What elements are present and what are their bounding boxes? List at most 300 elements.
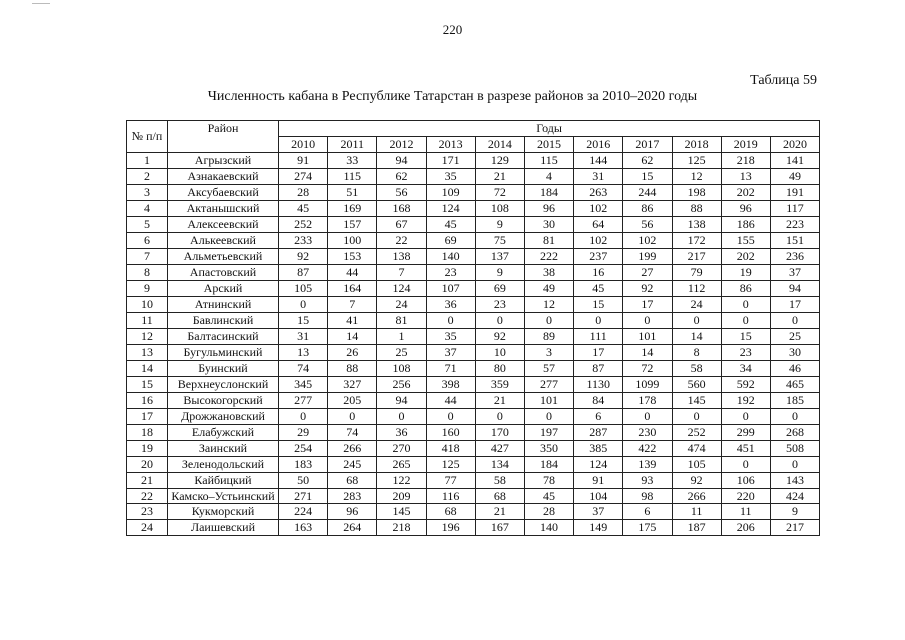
count-cell: 30 bbox=[524, 217, 573, 233]
row-number: 18 bbox=[127, 425, 168, 441]
count-cell: 58 bbox=[672, 361, 721, 377]
count-cell: 0 bbox=[279, 297, 328, 313]
count-cell: 287 bbox=[574, 425, 623, 441]
count-cell: 224 bbox=[279, 504, 328, 520]
count-cell: 217 bbox=[672, 249, 721, 265]
row-number: 19 bbox=[127, 441, 168, 457]
count-cell: 17 bbox=[574, 345, 623, 361]
count-cell: 427 bbox=[475, 441, 524, 457]
count-cell: 451 bbox=[721, 441, 770, 457]
count-cell: 102 bbox=[574, 233, 623, 249]
count-cell: 71 bbox=[426, 361, 475, 377]
count-cell: 56 bbox=[623, 217, 672, 233]
count-cell: 1 bbox=[377, 329, 426, 345]
count-cell: 94 bbox=[377, 393, 426, 409]
count-cell: 58 bbox=[475, 473, 524, 489]
row-number: 11 bbox=[127, 313, 168, 329]
count-cell: 94 bbox=[770, 281, 819, 297]
count-cell: 270 bbox=[377, 441, 426, 457]
count-cell: 327 bbox=[328, 377, 377, 393]
district-name: Буинский bbox=[168, 361, 279, 377]
count-cell: 102 bbox=[623, 233, 672, 249]
count-cell: 0 bbox=[574, 313, 623, 329]
count-cell: 144 bbox=[574, 153, 623, 169]
district-name: Зеленодольский bbox=[168, 457, 279, 473]
table-row bbox=[127, 504, 820, 520]
row-number: 24 bbox=[127, 520, 168, 536]
row-number: 8 bbox=[127, 265, 168, 281]
count-cell: 209 bbox=[377, 489, 426, 504]
count-cell: 91 bbox=[574, 473, 623, 489]
count-cell: 230 bbox=[623, 425, 672, 441]
count-cell: 49 bbox=[524, 281, 573, 297]
count-cell: 140 bbox=[426, 249, 475, 265]
count-cell: 92 bbox=[279, 249, 328, 265]
count-cell: 21 bbox=[475, 169, 524, 185]
count-cell: 112 bbox=[672, 281, 721, 297]
row-number: 1 bbox=[127, 153, 168, 169]
table-row bbox=[127, 393, 820, 409]
count-cell: 78 bbox=[524, 473, 573, 489]
count-cell: 202 bbox=[721, 249, 770, 265]
count-cell: 15 bbox=[279, 313, 328, 329]
count-cell: 96 bbox=[721, 201, 770, 217]
count-cell: 62 bbox=[377, 169, 426, 185]
count-cell: 68 bbox=[328, 473, 377, 489]
table-row bbox=[127, 457, 820, 473]
count-cell: 102 bbox=[574, 201, 623, 217]
count-cell: 244 bbox=[623, 185, 672, 201]
count-cell: 424 bbox=[770, 489, 819, 504]
count-cell: 87 bbox=[574, 361, 623, 377]
count-cell: 175 bbox=[623, 520, 672, 536]
district-name: Лаишевский bbox=[168, 520, 279, 536]
count-cell: 198 bbox=[672, 185, 721, 201]
count-cell: 25 bbox=[770, 329, 819, 345]
count-cell: 245 bbox=[328, 457, 377, 473]
count-cell: 36 bbox=[377, 425, 426, 441]
count-cell: 11 bbox=[672, 504, 721, 520]
count-cell: 0 bbox=[721, 409, 770, 425]
count-cell: 15 bbox=[623, 169, 672, 185]
count-cell: 0 bbox=[770, 457, 819, 473]
table-row bbox=[127, 265, 820, 281]
count-cell: 129 bbox=[475, 153, 524, 169]
count-cell: 15 bbox=[721, 329, 770, 345]
count-cell: 0 bbox=[475, 409, 524, 425]
count-cell: 31 bbox=[574, 169, 623, 185]
count-cell: 46 bbox=[770, 361, 819, 377]
row-number: 14 bbox=[127, 361, 168, 377]
district-name: Агрызский bbox=[168, 153, 279, 169]
count-cell: 116 bbox=[426, 489, 475, 504]
count-cell: 187 bbox=[672, 520, 721, 536]
count-cell: 125 bbox=[426, 457, 475, 473]
count-cell: 205 bbox=[328, 393, 377, 409]
table-row bbox=[127, 329, 820, 345]
count-cell: 31 bbox=[279, 329, 328, 345]
table-row bbox=[127, 217, 820, 233]
table-row bbox=[127, 201, 820, 217]
count-cell: 101 bbox=[524, 393, 573, 409]
count-cell: 105 bbox=[279, 281, 328, 297]
count-cell: 6 bbox=[623, 504, 672, 520]
count-cell: 106 bbox=[721, 473, 770, 489]
count-cell: 197 bbox=[524, 425, 573, 441]
count-cell: 0 bbox=[623, 313, 672, 329]
row-number: 9 bbox=[127, 281, 168, 297]
district-name: Бугульминский bbox=[168, 345, 279, 361]
count-cell: 141 bbox=[770, 153, 819, 169]
count-cell: 77 bbox=[426, 473, 475, 489]
count-cell: 139 bbox=[623, 457, 672, 473]
count-cell: 170 bbox=[475, 425, 524, 441]
count-cell: 86 bbox=[721, 281, 770, 297]
count-cell: 138 bbox=[672, 217, 721, 233]
count-cell: 26 bbox=[328, 345, 377, 361]
count-cell: 45 bbox=[524, 489, 573, 504]
count-cell: 1099 bbox=[623, 377, 672, 393]
district-name: Высокогорский bbox=[168, 393, 279, 409]
row-number: 10 bbox=[127, 297, 168, 313]
count-cell: 37 bbox=[574, 504, 623, 520]
count-cell: 69 bbox=[426, 233, 475, 249]
header-year: 2011 bbox=[328, 137, 377, 153]
count-cell: 140 bbox=[524, 520, 573, 536]
header-years-group: Годы bbox=[279, 121, 820, 137]
table-row bbox=[127, 169, 820, 185]
count-cell: 178 bbox=[623, 393, 672, 409]
count-cell: 184 bbox=[524, 185, 573, 201]
count-cell: 74 bbox=[328, 425, 377, 441]
row-number: 15 bbox=[127, 377, 168, 393]
count-cell: 72 bbox=[623, 361, 672, 377]
count-cell: 145 bbox=[377, 504, 426, 520]
row-number: 20 bbox=[127, 457, 168, 473]
district-name: Кукморский bbox=[168, 504, 279, 520]
count-cell: 233 bbox=[279, 233, 328, 249]
count-cell: 266 bbox=[672, 489, 721, 504]
count-cell: 101 bbox=[623, 329, 672, 345]
header-year: 2019 bbox=[721, 137, 770, 153]
count-cell: 87 bbox=[279, 265, 328, 281]
count-cell: 422 bbox=[623, 441, 672, 457]
count-cell: 299 bbox=[721, 425, 770, 441]
count-cell: 115 bbox=[328, 169, 377, 185]
count-cell: 28 bbox=[279, 185, 328, 201]
count-cell: 21 bbox=[475, 504, 524, 520]
count-cell: 44 bbox=[328, 265, 377, 281]
count-cell: 277 bbox=[279, 393, 328, 409]
count-cell: 264 bbox=[328, 520, 377, 536]
district-name: Апастовский bbox=[168, 265, 279, 281]
district-name: Балтасинский bbox=[168, 329, 279, 345]
count-cell: 105 bbox=[672, 457, 721, 473]
count-cell: 398 bbox=[426, 377, 475, 393]
count-cell: 14 bbox=[623, 345, 672, 361]
count-cell: 202 bbox=[721, 185, 770, 201]
count-cell: 8 bbox=[672, 345, 721, 361]
count-cell: 183 bbox=[279, 457, 328, 473]
count-cell: 25 bbox=[377, 345, 426, 361]
district-name: Камско–Устьинский bbox=[168, 489, 279, 504]
count-cell: 9 bbox=[475, 265, 524, 281]
header-year: 2020 bbox=[770, 137, 819, 153]
count-cell: 107 bbox=[426, 281, 475, 297]
count-cell: 199 bbox=[623, 249, 672, 265]
count-cell: 104 bbox=[574, 489, 623, 504]
count-cell: 41 bbox=[328, 313, 377, 329]
row-number: 16 bbox=[127, 393, 168, 409]
count-cell: 24 bbox=[377, 297, 426, 313]
table-label: Таблица 59 bbox=[750, 73, 817, 88]
count-cell: 98 bbox=[623, 489, 672, 504]
district-name: Атнинский bbox=[168, 297, 279, 313]
count-cell: 14 bbox=[672, 329, 721, 345]
count-cell: 19 bbox=[721, 265, 770, 281]
count-cell: 265 bbox=[377, 457, 426, 473]
count-cell: 171 bbox=[426, 153, 475, 169]
count-cell: 185 bbox=[770, 393, 819, 409]
row-number: 7 bbox=[127, 249, 168, 265]
count-cell: 125 bbox=[672, 153, 721, 169]
row-number: 5 bbox=[127, 217, 168, 233]
row-number: 4 bbox=[127, 201, 168, 217]
count-cell: 6 bbox=[574, 409, 623, 425]
header-num: № п/п bbox=[127, 121, 168, 153]
count-cell: 86 bbox=[623, 201, 672, 217]
count-cell: 4 bbox=[524, 169, 573, 185]
table-row bbox=[127, 489, 820, 504]
count-cell: 94 bbox=[377, 153, 426, 169]
count-cell: 0 bbox=[279, 409, 328, 425]
count-cell: 268 bbox=[770, 425, 819, 441]
district-name: Актанышский bbox=[168, 201, 279, 217]
count-cell: 0 bbox=[721, 457, 770, 473]
table-row bbox=[127, 361, 820, 377]
count-cell: 115 bbox=[524, 153, 573, 169]
count-cell: 96 bbox=[524, 201, 573, 217]
count-cell: 0 bbox=[328, 409, 377, 425]
count-cell: 172 bbox=[672, 233, 721, 249]
count-cell: 36 bbox=[426, 297, 475, 313]
count-cell: 45 bbox=[426, 217, 475, 233]
count-cell: 117 bbox=[770, 201, 819, 217]
count-cell: 0 bbox=[721, 297, 770, 313]
count-cell: 153 bbox=[328, 249, 377, 265]
count-cell: 84 bbox=[574, 393, 623, 409]
count-cell: 0 bbox=[623, 409, 672, 425]
count-cell: 0 bbox=[721, 313, 770, 329]
table-row bbox=[127, 281, 820, 297]
count-cell: 12 bbox=[524, 297, 573, 313]
count-cell: 465 bbox=[770, 377, 819, 393]
district-name: Альметьевский bbox=[168, 249, 279, 265]
count-cell: 191 bbox=[770, 185, 819, 201]
count-cell: 12 bbox=[672, 169, 721, 185]
page-number: 220 bbox=[442, 22, 463, 37]
count-cell: 23 bbox=[721, 345, 770, 361]
count-cell: 252 bbox=[672, 425, 721, 441]
count-cell: 100 bbox=[328, 233, 377, 249]
table-row bbox=[127, 345, 820, 361]
count-cell: 72 bbox=[475, 185, 524, 201]
count-cell: 0 bbox=[770, 313, 819, 329]
count-cell: 35 bbox=[426, 329, 475, 345]
count-cell: 256 bbox=[377, 377, 426, 393]
table-row bbox=[127, 153, 820, 169]
count-cell: 283 bbox=[328, 489, 377, 504]
table-row bbox=[127, 409, 820, 425]
count-cell: 7 bbox=[328, 297, 377, 313]
count-cell: 218 bbox=[721, 153, 770, 169]
count-cell: 93 bbox=[623, 473, 672, 489]
count-cell: 186 bbox=[721, 217, 770, 233]
count-cell: 88 bbox=[672, 201, 721, 217]
count-cell: 81 bbox=[524, 233, 573, 249]
count-cell: 236 bbox=[770, 249, 819, 265]
header-year: 2010 bbox=[279, 137, 328, 153]
count-cell: 271 bbox=[279, 489, 328, 504]
district-name: Заинский bbox=[168, 441, 279, 457]
row-number: 17 bbox=[127, 409, 168, 425]
count-cell: 277 bbox=[524, 377, 573, 393]
count-cell: 138 bbox=[377, 249, 426, 265]
count-cell: 21 bbox=[475, 393, 524, 409]
count-cell: 27 bbox=[623, 265, 672, 281]
count-cell: 223 bbox=[770, 217, 819, 233]
count-cell: 168 bbox=[377, 201, 426, 217]
count-cell: 254 bbox=[279, 441, 328, 457]
table-row bbox=[127, 233, 820, 249]
count-cell: 9 bbox=[475, 217, 524, 233]
row-number: 22 bbox=[127, 489, 168, 504]
count-cell: 14 bbox=[328, 329, 377, 345]
count-cell: 3 bbox=[524, 345, 573, 361]
count-cell: 51 bbox=[328, 185, 377, 201]
table-row bbox=[127, 441, 820, 457]
count-cell: 252 bbox=[279, 217, 328, 233]
count-cell: 17 bbox=[770, 297, 819, 313]
header-district: Район bbox=[168, 121, 279, 153]
document-title: Численность кабана в Республике Татарстан в разрезе районов за 2010–2020 годы bbox=[207, 89, 698, 104]
count-cell: 23 bbox=[426, 265, 475, 281]
count-cell: 37 bbox=[770, 265, 819, 281]
count-cell: 184 bbox=[524, 457, 573, 473]
count-cell: 124 bbox=[426, 201, 475, 217]
top-edge-line bbox=[32, 3, 50, 4]
count-cell: 266 bbox=[328, 441, 377, 457]
count-cell: 23 bbox=[475, 297, 524, 313]
count-cell: 89 bbox=[524, 329, 573, 345]
count-cell: 33 bbox=[328, 153, 377, 169]
count-cell: 91 bbox=[279, 153, 328, 169]
district-name: Аксубаевский bbox=[168, 185, 279, 201]
count-cell: 37 bbox=[426, 345, 475, 361]
count-cell: 0 bbox=[426, 409, 475, 425]
count-cell: 68 bbox=[475, 489, 524, 504]
district-name: Бавлинский bbox=[168, 313, 279, 329]
count-cell: 217 bbox=[770, 520, 819, 536]
count-cell: 145 bbox=[672, 393, 721, 409]
count-cell: 359 bbox=[475, 377, 524, 393]
table-row bbox=[127, 425, 820, 441]
count-cell: 81 bbox=[377, 313, 426, 329]
count-cell: 560 bbox=[672, 377, 721, 393]
count-cell: 160 bbox=[426, 425, 475, 441]
table-row bbox=[127, 473, 820, 489]
count-cell: 24 bbox=[672, 297, 721, 313]
count-cell: 350 bbox=[524, 441, 573, 457]
count-cell: 237 bbox=[574, 249, 623, 265]
table-row bbox=[127, 520, 820, 536]
count-cell: 69 bbox=[475, 281, 524, 297]
count-cell: 28 bbox=[524, 504, 573, 520]
district-name: Алькеевский bbox=[168, 233, 279, 249]
row-number: 21 bbox=[127, 473, 168, 489]
count-cell: 345 bbox=[279, 377, 328, 393]
count-cell: 15 bbox=[574, 297, 623, 313]
count-cell: 68 bbox=[426, 504, 475, 520]
count-cell: 155 bbox=[721, 233, 770, 249]
count-cell: 79 bbox=[672, 265, 721, 281]
district-name: Дрожжановский bbox=[168, 409, 279, 425]
count-cell: 474 bbox=[672, 441, 721, 457]
row-number: 6 bbox=[127, 233, 168, 249]
count-cell: 0 bbox=[475, 313, 524, 329]
count-cell: 13 bbox=[721, 169, 770, 185]
header-year: 2016 bbox=[574, 137, 623, 153]
count-cell: 274 bbox=[279, 169, 328, 185]
count-cell: 1130 bbox=[574, 377, 623, 393]
count-cell: 137 bbox=[475, 249, 524, 265]
count-cell: 16 bbox=[574, 265, 623, 281]
count-cell: 122 bbox=[377, 473, 426, 489]
count-cell: 17 bbox=[623, 297, 672, 313]
count-cell: 0 bbox=[672, 313, 721, 329]
district-name: Верхнеуслонский bbox=[168, 377, 279, 393]
count-cell: 124 bbox=[377, 281, 426, 297]
count-cell: 143 bbox=[770, 473, 819, 489]
count-cell: 57 bbox=[524, 361, 573, 377]
table-row bbox=[127, 377, 820, 393]
row-number: 13 bbox=[127, 345, 168, 361]
count-cell: 64 bbox=[574, 217, 623, 233]
count-cell: 11 bbox=[721, 504, 770, 520]
count-cell: 75 bbox=[475, 233, 524, 249]
count-cell: 67 bbox=[377, 217, 426, 233]
table-row bbox=[127, 313, 820, 329]
district-name: Азнакаевский bbox=[168, 169, 279, 185]
count-cell: 134 bbox=[475, 457, 524, 473]
table-row bbox=[127, 185, 820, 201]
count-cell: 92 bbox=[475, 329, 524, 345]
count-cell: 508 bbox=[770, 441, 819, 457]
count-cell: 592 bbox=[721, 377, 770, 393]
count-cell: 0 bbox=[377, 409, 426, 425]
count-cell: 0 bbox=[672, 409, 721, 425]
count-cell: 44 bbox=[426, 393, 475, 409]
count-cell: 22 bbox=[377, 233, 426, 249]
count-cell: 206 bbox=[721, 520, 770, 536]
count-cell: 167 bbox=[475, 520, 524, 536]
count-cell: 7 bbox=[377, 265, 426, 281]
table-row bbox=[127, 249, 820, 265]
count-cell: 124 bbox=[574, 457, 623, 473]
count-cell: 418 bbox=[426, 441, 475, 457]
count-cell: 0 bbox=[770, 409, 819, 425]
count-cell: 62 bbox=[623, 153, 672, 169]
